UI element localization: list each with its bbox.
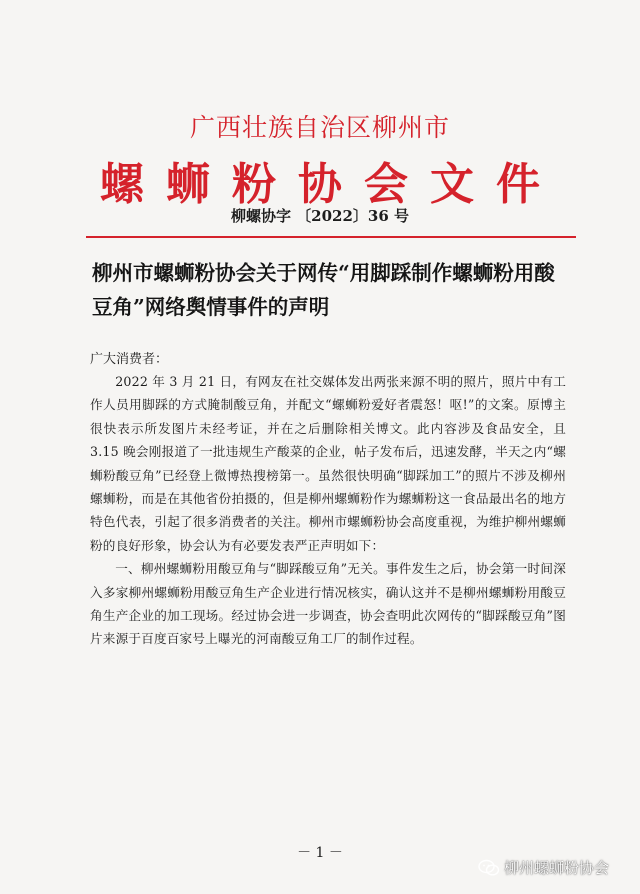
wechat-watermark xyxy=(478,857,609,878)
body-paragraph: 2022 年 3 月 21 日，有网友在社交媒体发出两张来源不明的照片，照片中有工作人员用脚踩的方式腌制酸豆角，并配文“螺蛳粉爱好者震怒！呕!”的文案。原博主很快表示所发图片未经考证，并在之后删除相关博文。此内容涉及食品安全，且 3.15 晚会刚报道了一批违规生产酸菜的企业，帖子发布后，迅速发酵，半天之内“螺蛳粉酸豆角”已经登上微博热搜榜第一。虽然很快明确“脚踩加工”的照片不涉及柳州螺蛳粉，而是在其他省份拍摄的，但是柳州螺蛳粉作为螺蛳粉这一食品最出名的地方特色代表，引起了很多消费者的关注。柳州市螺蛳粉协会高度重视，为维护柳州螺蛳粉的良好形象，协会认为有必要发表严正声明如下： xyxy=(90,374,566,553)
statement-body xyxy=(90,370,566,651)
statement-title: 柳州市螺蛳粉协会关于网传“用脚踩制作螺蛳粉用酸豆角”网络舆情事件的声明 xyxy=(92,261,555,319)
document-number: 柳螺协字 〔2022〕36 号 xyxy=(230,207,410,225)
page-number: － 1 － xyxy=(297,845,343,861)
red-divider xyxy=(86,236,576,238)
body-paragraph: 一、柳州螺蛳粉用酸豆角与“脚踩酸豆角”无关。事件发生之后，协会第一时间深入多家柳州螺蛳粉用酸豆角生产企业进行情况核实，确认这并不是柳州螺蛳粉用酸豆角生产企业的加工现场。经过协会进一步调查，协会查明此次网传的“脚踩酸豆角”图片来源于百度百家号上曝光的河南酸豆角工厂的制作过程。 xyxy=(90,561,566,647)
issuer-name: 广西壮族自治区柳州市 xyxy=(189,113,450,142)
salutation: 广大消费者： xyxy=(90,352,169,367)
watermark-text: 柳州螺蛳粉协会 xyxy=(504,859,610,877)
document-type-title: 螺蛳粉协会文件 xyxy=(100,159,562,210)
wechat-icon xyxy=(478,859,500,877)
